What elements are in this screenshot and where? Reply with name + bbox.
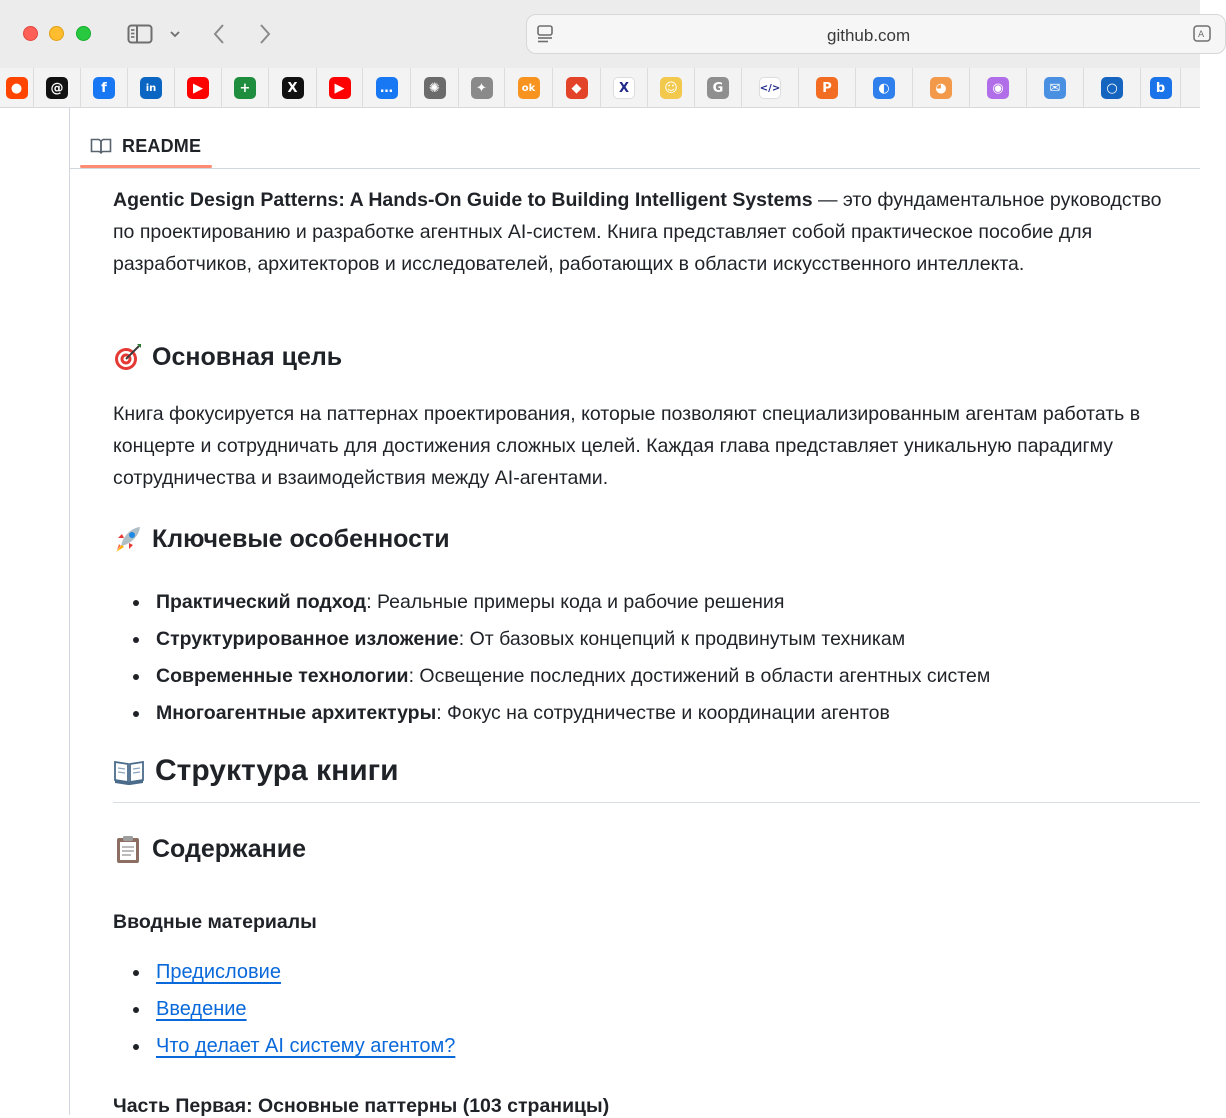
tab-divider [70, 168, 1200, 169]
favorite-item[interactable] [0, 68, 34, 108]
favorite-item[interactable] [856, 68, 913, 108]
svg-text:A: A [1198, 30, 1205, 40]
back-button[interactable] [204, 18, 234, 50]
favorite-item[interactable] [459, 68, 505, 108]
feature-description: : От базовых концепций к продвинутым техникам [458, 628, 906, 650]
translate-icon[interactable] [1193, 24, 1211, 44]
favorite-item[interactable] [648, 68, 695, 108]
chevron-right-icon [258, 23, 272, 45]
compass-icon: ✦ [471, 77, 493, 99]
favorite-item[interactable] [81, 68, 128, 108]
structure-heading [113, 754, 399, 788]
chat-bubble-icon: … [376, 77, 398, 99]
x-icon: X [282, 77, 304, 99]
favorite-item[interactable] [175, 68, 222, 108]
minimize-window-button[interactable] [49, 26, 64, 41]
features-list [113, 584, 990, 732]
face-icon: ☺ [660, 77, 682, 99]
sidebar-toggle-button[interactable] [122, 18, 158, 50]
g-letter-icon: G [707, 77, 729, 99]
favorite-item[interactable] [363, 68, 411, 108]
intro-text: — это фундаментальное руководство по проектированию и разработке агентных AI-систем. Книга представляет собой практическое пособие для разработчиков, архитекторов и исследователей, работающих в области искусственного интеллекта. [113, 189, 1162, 275]
github-readme-page [0, 108, 1200, 1115]
facebook-icon: f [93, 77, 115, 99]
favorites-bar [0, 68, 1200, 108]
swirl-icon: ◕ [930, 77, 952, 99]
mail-icon: ✉ [1044, 77, 1066, 99]
goal-heading [113, 342, 342, 372]
feature-item [113, 621, 990, 658]
x-letter-icon: X [613, 77, 635, 99]
favorite-item[interactable] [913, 68, 970, 108]
gitlab-icon: ◆ [566, 77, 588, 99]
clipboard-icon [113, 834, 143, 864]
browser-titlebar [0, 0, 1205, 68]
goal-heading-text: Основная цель [152, 342, 343, 371]
features-heading [113, 524, 450, 554]
toc-link[interactable]: Предисловие [156, 961, 281, 983]
favorite-item[interactable] [1084, 68, 1141, 108]
podcast-icon: ◉ [987, 77, 1009, 99]
left-divider [69, 108, 70, 1115]
favorite-item[interactable] [128, 68, 175, 108]
palette-icon: ◐ [873, 77, 895, 99]
address-bar[interactable] [526, 14, 1226, 54]
toc-list-item [113, 954, 455, 991]
feature-title: Современные технологии [156, 665, 409, 687]
zoom-window-button[interactable] [76, 26, 91, 41]
intro-materials-heading: Вводные материалы [113, 911, 317, 933]
favorite-item[interactable] [970, 68, 1027, 108]
toc-list-item [113, 1028, 455, 1065]
favorite-item[interactable] [505, 68, 553, 108]
forward-button[interactable] [250, 18, 280, 50]
goal-paragraph: Книга фокусируется на паттернах проектирования, которые позволяют специализированным агентам работать в концерте и сотрудничать для достижения сложных целей. Каждая глава представляет уникальную парадигму сотрудничества и взаимодействия между AI-агентами. [113, 403, 1141, 489]
youtube-icon: ▶ [329, 77, 351, 99]
url-text: github.com [827, 26, 911, 45]
close-window-button[interactable] [23, 26, 38, 41]
p-letter-icon: P [816, 77, 838, 99]
threads-icon: @ [46, 77, 68, 99]
chevron-down-icon [169, 30, 181, 38]
target-icon [113, 342, 143, 372]
feature-title: Практический подход [156, 591, 367, 613]
part-one-heading: Часть Первая: Основные паттерны (103 страницы) [113, 1095, 610, 1117]
feature-item [113, 658, 990, 695]
feature-title: Структурированное изложение [156, 628, 459, 650]
book-title: Agentic Design Patterns: A Hands-On Guide to Building Intelligent Systems [113, 189, 813, 211]
favorite-item[interactable] [222, 68, 269, 108]
toc-list-item [113, 991, 455, 1028]
heading-divider [113, 802, 1200, 803]
tab-group-menu-button[interactable] [164, 18, 186, 50]
book-icon [90, 137, 112, 155]
favorite-item[interactable] [411, 68, 459, 108]
readme-tab-label: README [122, 135, 202, 156]
feature-description: : Освещение последних достижений в области агентных систем [408, 665, 991, 687]
openai-icon: ✺ [424, 77, 446, 99]
contents-heading-text: Содержание [152, 834, 307, 863]
favorite-item[interactable] [601, 68, 648, 108]
feature-description: : Фокус на сотрудничестве и координации агентов [436, 702, 890, 724]
favorite-item[interactable] [1141, 68, 1181, 108]
feature-item [113, 695, 990, 732]
page-menu-icon[interactable] [535, 24, 555, 44]
feature-title: Многоагентные архитектуры [156, 702, 437, 724]
open-book-icon [113, 756, 145, 786]
bing-icon: b [1150, 77, 1172, 99]
rocket-icon [113, 524, 143, 554]
structure-heading-text: Структура книги [155, 754, 399, 787]
contents-heading [113, 834, 306, 864]
circle-icon: ○ [1101, 77, 1123, 99]
sheets-plus-icon: + [234, 77, 256, 99]
youtube-icon: ▶ [187, 77, 209, 99]
favorite-item[interactable] [742, 68, 799, 108]
sidebar-icon [127, 24, 153, 44]
favorite-item[interactable] [695, 68, 742, 108]
favorite-item[interactable] [553, 68, 601, 108]
odnoklassniki-icon: ok [518, 77, 540, 99]
favorite-item[interactable] [1027, 68, 1084, 108]
intro-links-list [113, 954, 455, 1065]
toc-link[interactable]: Введение [156, 998, 247, 1020]
linkedin-icon: in [140, 77, 162, 99]
feature-description: : Реальные примеры кода и рабочие решения [366, 591, 785, 613]
intro-paragraph [113, 184, 1183, 280]
favorite-item[interactable] [269, 68, 317, 108]
favorite-item[interactable] [317, 68, 363, 108]
reddit-icon: ● [6, 77, 28, 99]
features-heading-text: Ключевые особенности [152, 524, 450, 553]
toc-link[interactable]: Что делает AI систему агентом? [156, 1035, 456, 1057]
code-icon: </> [759, 77, 781, 99]
feature-item [113, 584, 990, 621]
chevron-left-icon [212, 23, 226, 45]
favorite-item[interactable] [799, 68, 856, 108]
favorite-item[interactable] [34, 68, 81, 108]
